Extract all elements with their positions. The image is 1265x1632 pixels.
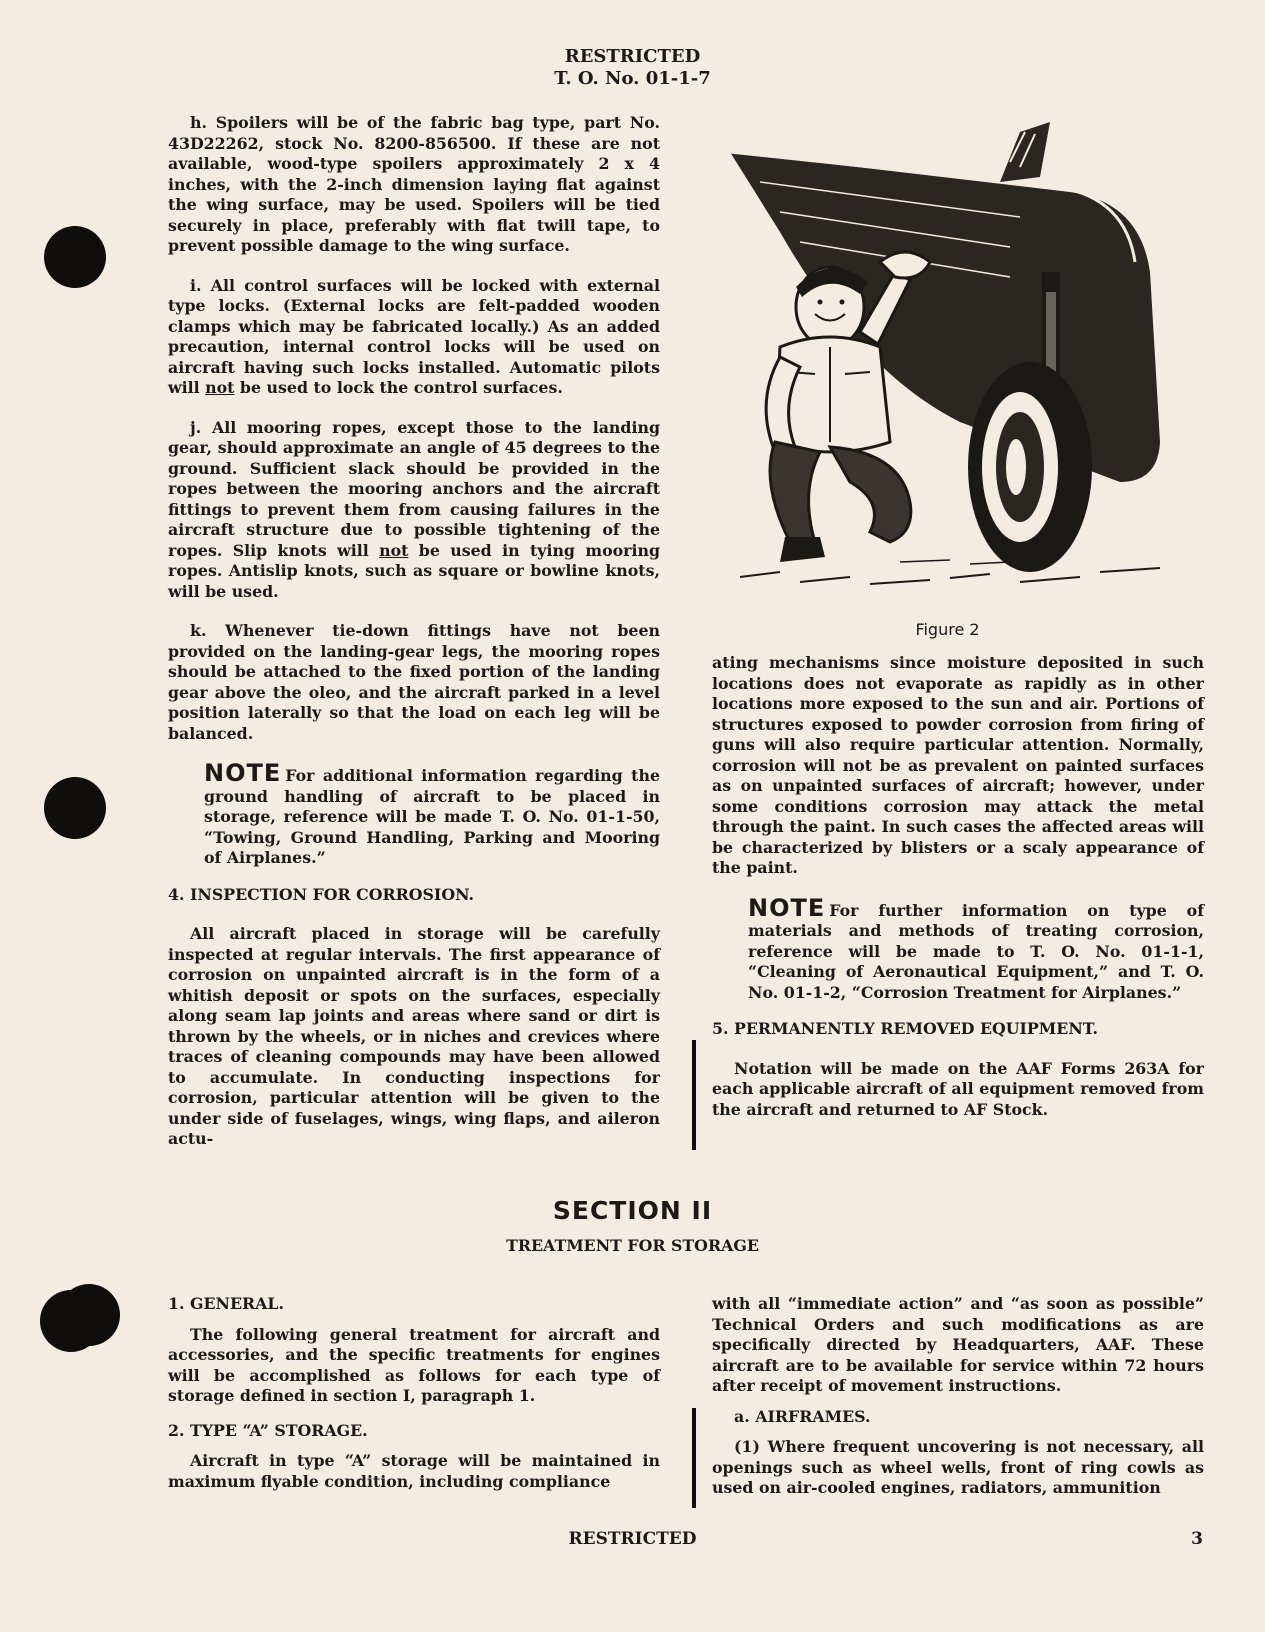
page-header <box>0 46 1265 90</box>
heading-permanently-removed-equipment: 5. PERMANENTLY REMOVED EQUIPMENT. <box>712 1019 1098 1038</box>
heading-general: 1. GENERAL. <box>168 1294 284 1313</box>
section-subtitle: TREATMENT FOR STORAGE <box>506 1236 759 1255</box>
note-label: NOTE <box>748 893 826 922</box>
paragraph-j: j. All mooring ropes, except those to the landing gear, should approximate an angle of 45 degrees to the ground. Sufficient slack should be provided in the ropes between the mooring anchors and the aircraft fittings to prevent them from causing failures in the aircraft structure due to possible tightening of the ropes. Slip knots will not be used in tying mooring ropes. Antislip knots, such as square or bowline knots, will be used. <box>168 417 660 601</box>
left-column-bottom <box>168 1294 660 1492</box>
paragraph-removed-equipment: Notation will be made on the AAF Forms 263A for each applicable aircraft of all equipment removed from the aircraft and returned to AF Stock. <box>712 1058 1204 1119</box>
header-classification: RESTRICTED <box>564 46 701 67</box>
page-number: 3 <box>1191 1529 1203 1549</box>
note-label: NOTE <box>204 759 282 787</box>
right-column-top <box>712 653 1204 1120</box>
paragraph-airframes-1: (1) Where frequent uncovering is not necessary, all openings such as wheel wells, front of ring cowls as used on air-cooled engines, radiators, ammunition <box>712 1437 1204 1497</box>
figure-mechanic-illustration <box>720 122 1190 597</box>
change-bar <box>692 1408 696 1508</box>
binder-hole <box>58 1284 120 1346</box>
heading-inspection-for-corrosion: 4. INSPECTION FOR CORROSION. <box>168 884 475 904</box>
paragraph-type-a-continued: with all “immediate action” and “as soon as possible” Technical Orders and such modifications as are specifically directed by Headquarters, AAF. These aircraft are to be available for service within 72 hours after receipt of movement instructions. <box>712 1294 1204 1395</box>
mechanic-wing-illustration <box>720 122 1190 597</box>
left-column-top <box>168 113 660 1150</box>
paragraph-corrosion-continued: ating mechanisms since moisture deposited in such locations does not evaporate as rapidly as in other locations more exposed to the sun and air. Portions of structures exposed to powder corrosion from firing of guns will also require particular attention. Normally, corrosion will not be as prevalent on painted surfaces as on unpainted surfaces of aircraft; however, under some conditions corrosion may attack the metal through the paint. In such cases the affected areas will be characterized by blisters or a scaly appearance of the paint. <box>712 653 1204 877</box>
change-bar <box>692 1040 696 1150</box>
paragraph-k: k. Whenever tie-down fittings have not been provided on the landing-gear legs, the mooring ropes should be attached to the fixed portion of the landing gear above the oleo, and the aircraft parked in a level position laterally so that the load on each leg will be balanced. <box>168 621 660 743</box>
binder-hole <box>44 226 106 288</box>
figure-caption: Figure 2 <box>915 620 980 639</box>
footer-classification: RESTRICTED <box>568 1529 697 1549</box>
note-corrosion-treatment: NOTE For further information on type of materials and methods of treating corrosion, reference will be made to T. O. No. 01-1-1, “Cleaning of Aeronautical Equipment,” and T. O. No. 01-1-2, “Corrosion Treatment for Airplanes.” <box>748 893 1204 1002</box>
paragraph-inspection: All aircraft placed in storage will be carefully inspected at regular intervals. The first appearance of corrosion on unpainted aircraft is in the form of a whitish deposit or spots on the surfaces, especially along seam lap joints and areas where sand or dirt is thrown by the wheels, or in niches and crevices where traces of cleaning compounds may have been allowed to accumulate. In conducting inspections for corrosion, particular attention will be given to the under side of fuselages, wings, wing flaps, and aileron actu- <box>168 924 660 1148</box>
section-title: SECTION II <box>552 1196 713 1225</box>
heading-airframes: a. AIRFRAMES. <box>734 1406 871 1426</box>
paragraph-i: i. All control surfaces will be locked with external type locks. (External locks are felt-padded wooden clamps which may be fabricated locally.) As an added precaution, internal control locks will be used on aircraft having such locks installed. Automatic pilots will not be used to lock the control surfaces. <box>168 275 660 397</box>
header-to-number: T. O. No. 01-1-7 <box>554 68 711 89</box>
note-ground-handling: NOTE For additional information regarding the ground handling of aircraft to be placed in storage, reference will be made T. O. No. 01-1-50, “Towing, Ground Handling, Parking and Mooring of Airplanes.” <box>204 759 660 867</box>
paragraph-type-a-storage: Aircraft in type “A” storage will be maintained in maximum flyable condition, including compliance <box>168 1451 660 1491</box>
right-column-bottom <box>712 1294 1204 1499</box>
heading-type-a-storage: 2. TYPE “A” STORAGE. <box>168 1420 368 1440</box>
paragraph-general: The following general treatment for aircraft and accessories, and the specific treatments for engines will be accomplished as follows for each type of storage defined in section I, paragraph 1. <box>168 1324 660 1405</box>
paragraph-h: h. Spoilers will be of the fabric bag type, part No. 43D22262, stock No. 8200-856500. If these are not available, wood-type spoilers approximately 2 x 4 inches, with the 2-inch dimension laying flat against the wing surface, may be used. Spoilers will be tied securely in place, preferably with flat twill tape, to prevent possible damage to the wing surface. <box>168 113 660 255</box>
binder-hole <box>44 777 106 839</box>
